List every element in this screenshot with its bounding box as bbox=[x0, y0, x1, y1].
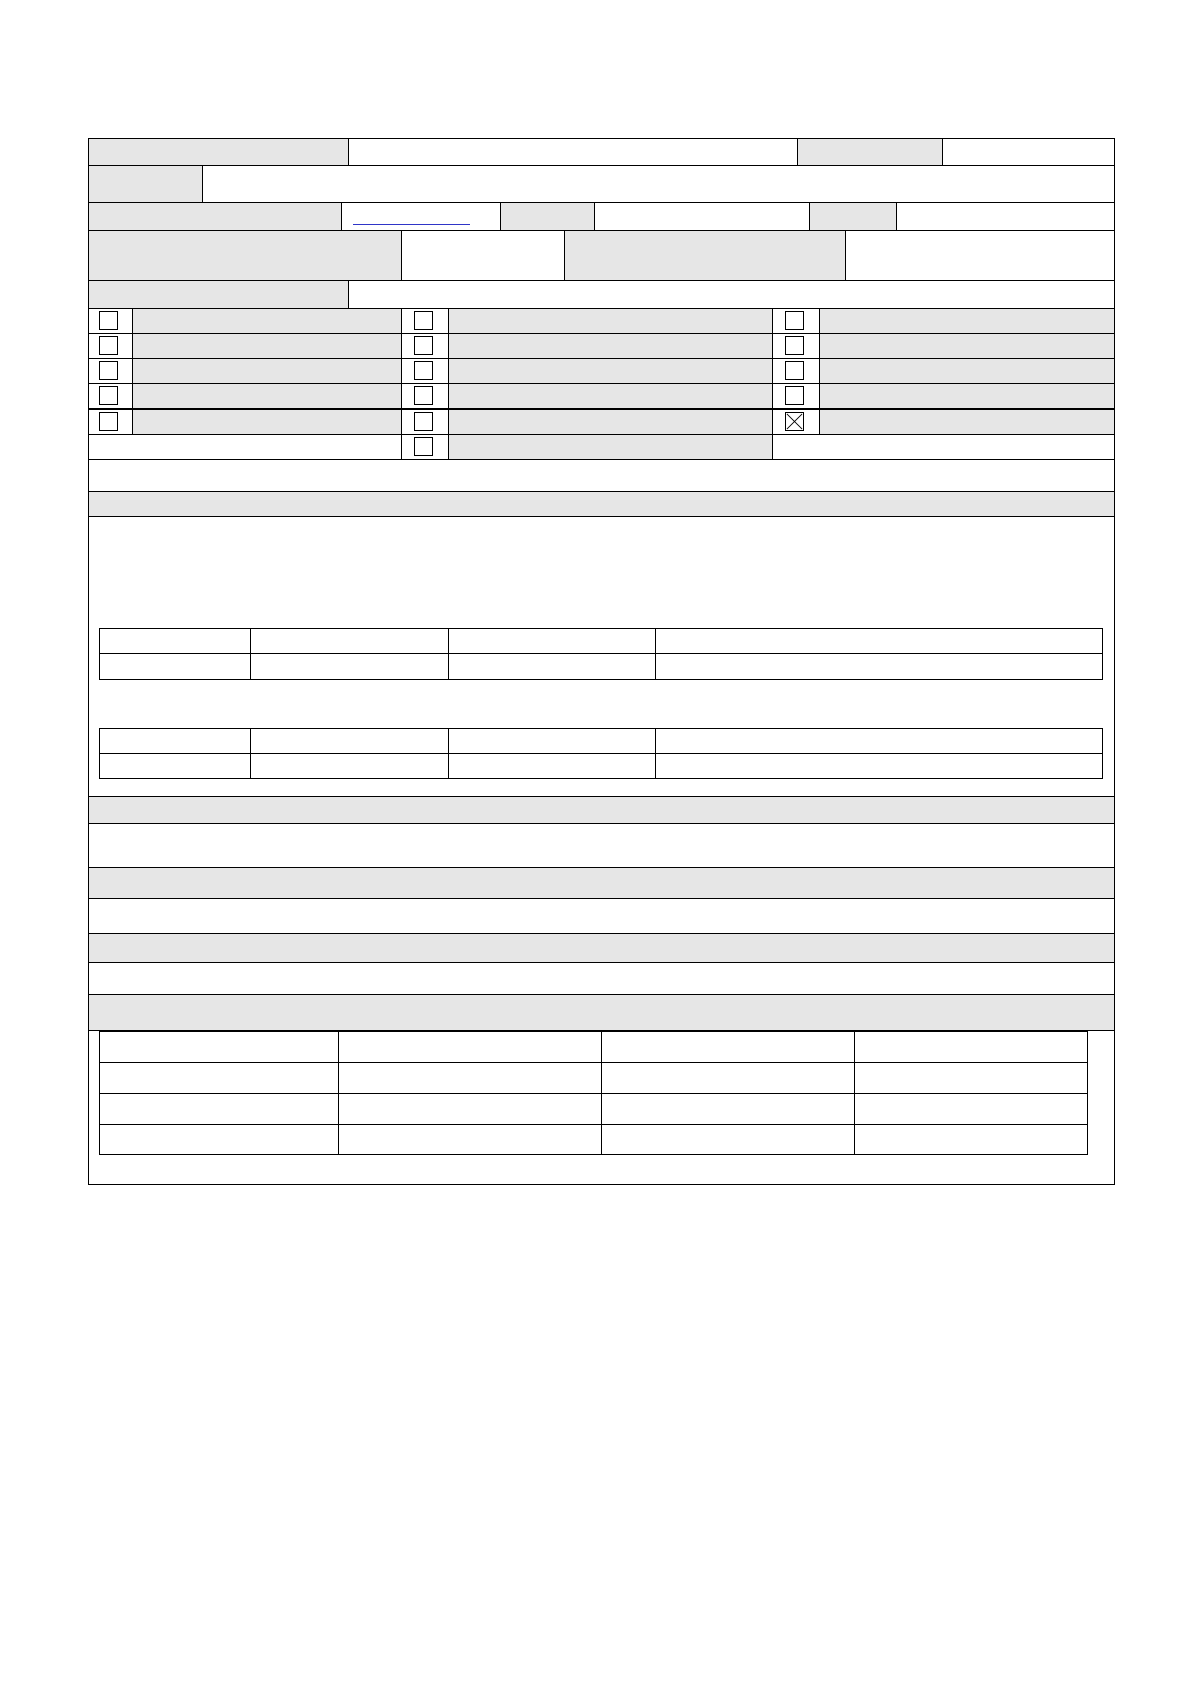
row3-label-1 bbox=[88, 202, 342, 231]
bottom-table-cell[interactable] bbox=[854, 1124, 1088, 1155]
row4-value-2[interactable] bbox=[845, 230, 1115, 281]
row3-label-2 bbox=[500, 202, 595, 231]
bottom-table-cell[interactable] bbox=[854, 1031, 1088, 1063]
inner-table-2-cell[interactable] bbox=[99, 753, 251, 779]
checkbox[interactable] bbox=[99, 412, 118, 431]
inner-table-1-cell[interactable] bbox=[99, 653, 251, 680]
checkbox[interactable] bbox=[785, 311, 804, 330]
inner-table-2-cell[interactable] bbox=[448, 753, 656, 779]
inner-table-1-header-cell bbox=[99, 628, 251, 654]
bottom-table-cell[interactable] bbox=[601, 1124, 855, 1155]
checkbox[interactable] bbox=[414, 386, 433, 405]
checkbox-label bbox=[132, 308, 402, 334]
link-underline bbox=[353, 224, 470, 225]
checkbox-label bbox=[448, 409, 773, 435]
inner-table-2-header-cell bbox=[250, 728, 449, 754]
checkbox-label bbox=[448, 333, 773, 359]
row4-label-1 bbox=[88, 230, 402, 281]
checkbox-label bbox=[448, 308, 773, 334]
inner-table-1-header-cell bbox=[448, 628, 656, 654]
checkbox-label bbox=[132, 383, 402, 409]
checkbox-label bbox=[448, 383, 773, 409]
section-1-heading bbox=[88, 491, 1115, 517]
checkbox[interactable] bbox=[414, 412, 433, 431]
header-label-1 bbox=[88, 138, 349, 166]
checkbox[interactable] bbox=[414, 336, 433, 355]
row3-value-2[interactable] bbox=[594, 202, 810, 231]
checkbox[interactable] bbox=[99, 336, 118, 355]
checkbox-label bbox=[448, 358, 773, 384]
checkbox-label bbox=[819, 358, 1115, 384]
bottom-table-cell[interactable] bbox=[99, 1093, 339, 1125]
row2-label bbox=[88, 165, 203, 203]
checkbox[interactable] bbox=[414, 311, 433, 330]
bottom-table-cell[interactable] bbox=[99, 1062, 339, 1094]
bottom-table-cell[interactable] bbox=[338, 1031, 602, 1063]
inner-table-2-header-cell bbox=[99, 728, 251, 754]
inner-table-1-cell[interactable] bbox=[655, 653, 1103, 680]
checkbox[interactable] bbox=[785, 386, 804, 405]
notes-row[interactable] bbox=[88, 459, 1115, 492]
checkbox-label bbox=[819, 409, 1115, 435]
section-4-heading bbox=[88, 933, 1115, 963]
inner-table-1-cell[interactable] bbox=[250, 653, 449, 680]
inner-table-1-header-cell bbox=[250, 628, 449, 654]
section-4-body[interactable] bbox=[88, 962, 1115, 995]
row5-value[interactable] bbox=[348, 280, 1115, 309]
section-2-body[interactable] bbox=[88, 823, 1115, 868]
row4-value-1[interactable] bbox=[401, 230, 565, 281]
checkbox[interactable] bbox=[99, 311, 118, 330]
inner-table-2-header-cell bbox=[655, 728, 1103, 754]
row2-value[interactable] bbox=[202, 165, 1115, 203]
inner-table-2-cell[interactable] bbox=[250, 753, 449, 779]
checkbox-label bbox=[819, 333, 1115, 359]
checkbox[interactable] bbox=[414, 361, 433, 380]
grid-filler-left bbox=[88, 434, 402, 460]
header-value-1[interactable] bbox=[348, 138, 798, 166]
inner-table-1-header-cell bbox=[655, 628, 1103, 654]
inner-table-1-cell[interactable] bbox=[448, 653, 656, 680]
inner-table-2-cell[interactable] bbox=[655, 753, 1103, 779]
bottom-table-cell[interactable] bbox=[338, 1093, 602, 1125]
section-2-heading bbox=[88, 796, 1115, 824]
bottom-table-cell[interactable] bbox=[601, 1031, 855, 1063]
bottom-table-cell[interactable] bbox=[854, 1093, 1088, 1125]
checkbox[interactable] bbox=[785, 361, 804, 380]
row3-label-3 bbox=[809, 202, 897, 231]
grid-filler-right bbox=[772, 434, 1115, 460]
section-3-heading bbox=[88, 867, 1115, 899]
row3-value-3[interactable] bbox=[896, 202, 1115, 231]
checkbox[interactable] bbox=[414, 437, 433, 456]
section-5-heading bbox=[88, 994, 1115, 1031]
checkbox-checked[interactable] bbox=[785, 412, 804, 431]
checkbox-label bbox=[132, 358, 402, 384]
checkbox-label bbox=[819, 308, 1115, 334]
row3-link-cell[interactable] bbox=[341, 202, 501, 231]
row5-label bbox=[88, 280, 349, 309]
bottom-table-cell[interactable] bbox=[99, 1031, 339, 1063]
x-mark-icon bbox=[786, 413, 803, 430]
checkbox[interactable] bbox=[99, 361, 118, 380]
section-3-body[interactable] bbox=[88, 898, 1115, 934]
inner-table-2-header-cell bbox=[448, 728, 656, 754]
checkbox-label bbox=[132, 409, 402, 435]
checkbox[interactable] bbox=[785, 336, 804, 355]
checkbox-label bbox=[448, 434, 773, 460]
checkbox[interactable] bbox=[99, 386, 118, 405]
bottom-table-cell[interactable] bbox=[854, 1062, 1088, 1094]
bottom-table-cell[interactable] bbox=[338, 1062, 602, 1094]
bottom-table-cell[interactable] bbox=[338, 1124, 602, 1155]
bottom-table-cell[interactable] bbox=[99, 1124, 339, 1155]
header-value-2[interactable] bbox=[942, 138, 1115, 166]
checkbox-label bbox=[819, 383, 1115, 409]
row4-label-2 bbox=[564, 230, 846, 281]
bottom-table-cell[interactable] bbox=[601, 1093, 855, 1125]
bottom-table-cell[interactable] bbox=[601, 1062, 855, 1094]
checkbox-label bbox=[132, 333, 402, 359]
header-label-2 bbox=[797, 138, 943, 166]
